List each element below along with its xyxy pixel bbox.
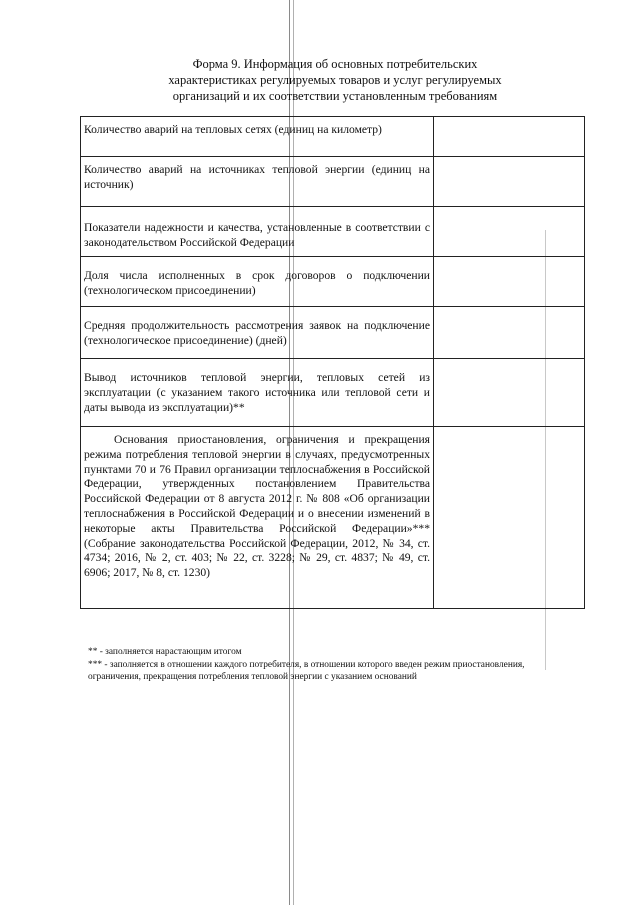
table-row bbox=[81, 257, 585, 307]
row-label: Основания приостановления, ограничения и прекращения режима потребления тепловой энергии в случаях, предусмотренных пунктами 70 и 76 Правил организации теплоснабжения в Российской Федерации, утвержденных постановлением Правительства Российской Федерации от 8 августа 2012 г. № 808 «Об организации теплоснабжения в Российской Федерации и о внесении изменений в некоторые акты Правительства Российской Федерации»*** (Собрание законодательства Российской Федерации, 2012, № 34, ст. 4734; 2016, № 2, ст. 403; № 22, ст. 3228; № 29, ст. 4837; № 49, ст. 6906; 2017, № 8, ст. 1230) bbox=[81, 427, 434, 609]
row-value bbox=[434, 117, 585, 157]
row-value bbox=[434, 257, 585, 307]
table-row bbox=[81, 157, 585, 207]
form-title bbox=[140, 56, 530, 104]
title-line-2: характеристиках регулируемых товаров и услуг регулируемых bbox=[168, 73, 502, 87]
table-row bbox=[81, 359, 585, 427]
row-value bbox=[434, 359, 585, 427]
row-label: Вывод источников тепловой энергии, тепловых сетей из эксплуатации (с указанием такого источника или тепловой сети и даты вывода из эксплуатации)** bbox=[81, 359, 434, 427]
footnote-1: ** - заполняется нарастающим итогом bbox=[88, 647, 242, 657]
title-line-1: Форма 9. Информация об основных потребительских bbox=[192, 57, 478, 71]
footnote-2-line-1: *** - заполняется в отношении каждого потребителя, в отношении которого введен режим приостановления, bbox=[88, 659, 525, 670]
row-label: Количество аварий на тепловых сетях (единиц на километр) bbox=[81, 117, 434, 157]
footnotes bbox=[88, 646, 608, 684]
row-label: Доля числа исполненных в срок договоров о подключении (технологическом присоединении) bbox=[81, 257, 434, 307]
table-row bbox=[81, 117, 585, 157]
row-label: Количество аварий на источниках тепловой энергии (единиц на источник) bbox=[81, 157, 434, 207]
title-line-3: организаций и их соответствии установленным требованиям bbox=[172, 89, 498, 103]
table-row bbox=[81, 307, 585, 359]
row-value bbox=[434, 307, 585, 359]
row-value bbox=[434, 157, 585, 207]
table-row bbox=[81, 427, 585, 609]
table-row bbox=[81, 207, 585, 257]
row-label: Средняя продолжительность рассмотрения заявок на подключение (технологическое присоединение) (дней) bbox=[81, 307, 434, 359]
footnote-2-line-2: ограничения, прекращения потребления тепловой энергии с указанием оснований bbox=[88, 672, 417, 683]
row-label: Показатели надежности и качества, установленные в соответствии с законодательством Российской Федерации bbox=[81, 207, 434, 257]
characteristics-table bbox=[80, 116, 585, 609]
row-value bbox=[434, 207, 585, 257]
row-value bbox=[434, 427, 585, 609]
